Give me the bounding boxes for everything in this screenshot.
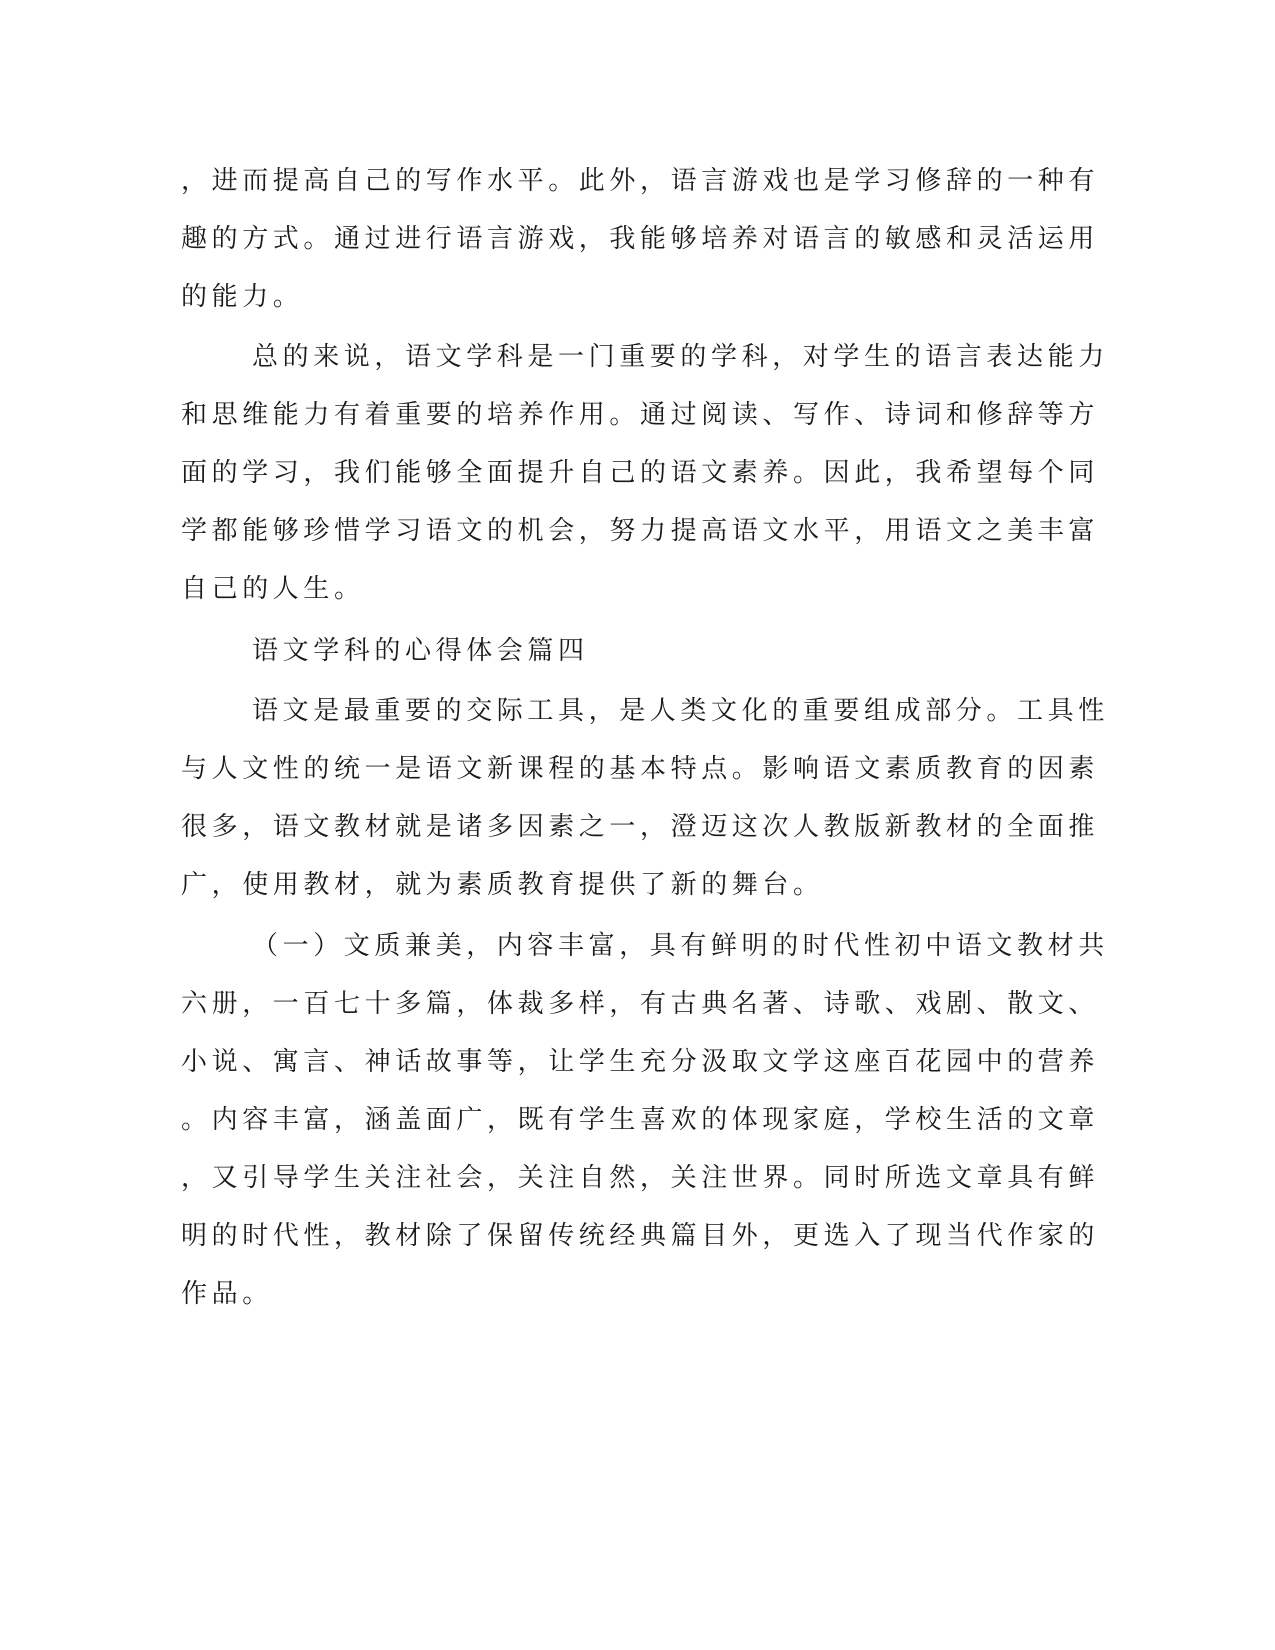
paragraph-line: 的能力。: [181, 282, 304, 312]
paragraph-line: 明的时代性，教材除了保留传统经典篇目外，更选入了现当代作家的: [181, 1221, 1100, 1251]
paragraph-line: 很多，语文教材就是诸多因素之一，澄迈这次人教版新教材的全面推: [181, 812, 1100, 842]
paragraph-intro: [181, 682, 1109, 914]
paragraph-line: 广，使用教材，就为素质教育提供了新的舞台。: [181, 870, 824, 900]
paragraph-line: 。内容丰富，涵盖面广，既有学生喜欢的体现家庭，学校生活的文章: [181, 1105, 1100, 1135]
paragraph-line: 语文是最重要的交际工具，是人类文化的重要组成部分。工具性: [252, 696, 1109, 726]
section-heading: [181, 622, 1031, 680]
paragraph-line: 与人文性的统一是语文新课程的基本特点。影响语文素质教育的因素: [181, 754, 1100, 784]
paragraph-line: 趣的方式。通过进行语言游戏，我能够培养对语言的敏感和灵活运用: [181, 224, 1100, 254]
section-title: 语文学科的心得体会篇四: [252, 636, 589, 666]
paragraph-line: 自己的人生。: [181, 574, 365, 604]
paragraph-line: 作品。: [181, 1279, 273, 1309]
paragraph-line: 六册，一百七十多篇，体裁多样，有古典名著、诗歌、戏剧、散文、: [181, 989, 1100, 1019]
paragraph-line: ，又引导学生关注社会，关注自然，关注世界。同时所选文章具有鲜: [181, 1163, 1100, 1193]
paragraph-line: 学都能够珍惜学习语文的机会，努力提高语文水平，用语文之美丰富: [181, 516, 1100, 546]
paragraph-line: ，进而提高自己的写作水平。此外，语言游戏也是学习修辞的一种有: [181, 166, 1100, 196]
paragraph-line: 和思维能力有着重要的培养作用。通过阅读、写作、诗词和修辞等方: [181, 400, 1100, 430]
paragraph-line: （一）文质兼美，内容丰富，具有鲜明的时代性初中语文教材共: [252, 931, 1109, 961]
paragraph-line: 总的来说，语文学科是一门重要的学科，对学生的语言表达能力: [252, 342, 1109, 372]
paragraph-continuation: [181, 152, 1100, 326]
paragraph-point-one: [181, 917, 1109, 1323]
paragraph-line: 小说、寓言、神话故事等，让学生充分汲取文学这座百花园中的营养: [181, 1047, 1100, 1077]
paragraph-line: 面的学习，我们能够全面提升自己的语文素养。因此，我希望每个同: [181, 458, 1100, 488]
paragraph-summary: [181, 328, 1109, 618]
